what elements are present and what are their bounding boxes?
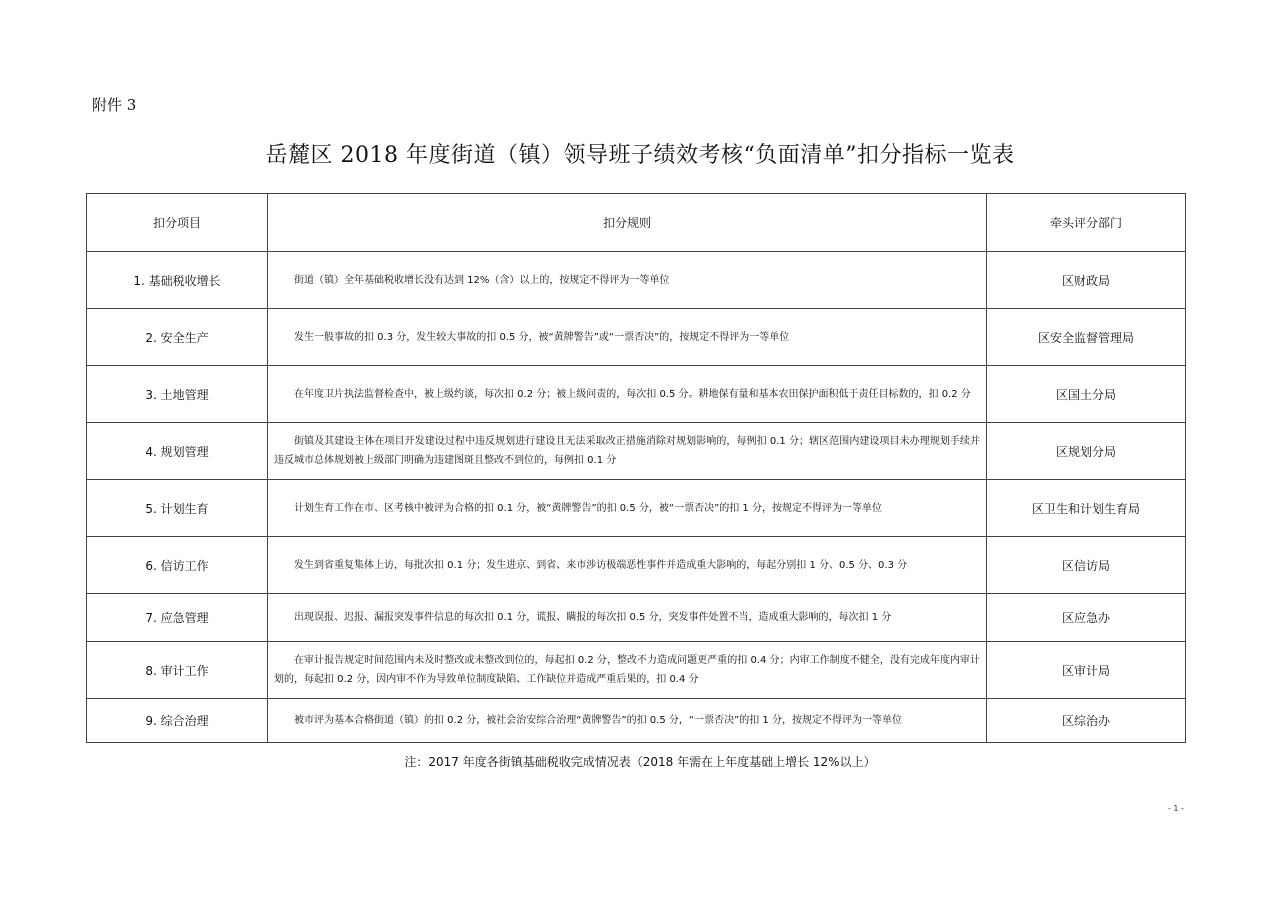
header-dept: 牵头评分部门 bbox=[987, 194, 1186, 252]
row-item: 7. 应急管理 bbox=[87, 594, 268, 642]
table-header-row bbox=[87, 194, 1186, 252]
row-rule: 在审计报告规定时间范围内未及时整改或未整改到位的，每起扣 0.2 分，整改不力造成问题更严重的扣 0.4 分；内审工作制度不健全，没有完成年度内审计划的，每起扣 0.2 分，因内审不作为导致单位制度缺陷、工作缺位并造成严重后果的，扣 0.4 分 bbox=[268, 642, 987, 699]
row-dept: 区安全监督管理局 bbox=[987, 309, 1186, 366]
row-item: 6. 信访工作 bbox=[87, 537, 268, 594]
row-item: 1. 基础税收增长 bbox=[87, 252, 268, 309]
row-dept: 区信访局 bbox=[987, 537, 1186, 594]
row-rule: 在年度卫片执法监督检查中，被上级约谈，每次扣 0.2 分；被上级问责的，每次扣 0.5 分。耕地保有量和基本农田保护面积低于责任目标数的，扣 0.2 分 bbox=[268, 366, 987, 423]
row-item: 8. 审计工作 bbox=[87, 642, 268, 699]
table-row bbox=[87, 309, 1186, 366]
table-row bbox=[87, 642, 1186, 699]
table-row bbox=[87, 537, 1186, 594]
footnote: 注：2017 年度各街镇基础税收完成情况表（2018 年需在上年度基础上增长 12%以上） bbox=[404, 755, 876, 769]
row-dept: 区国土分局 bbox=[987, 366, 1186, 423]
header-rule: 扣分规则 bbox=[268, 194, 987, 252]
row-item: 5. 计划生育 bbox=[87, 480, 268, 537]
row-dept: 区卫生和计划生育局 bbox=[987, 480, 1186, 537]
row-rule: 出现误报、迟报、漏报突发事件信息的每次扣 0.1 分，谎报、瞒报的每次扣 0.5 分，突发事件处置不当，造成重大影响的，每次扣 1 分 bbox=[268, 594, 987, 642]
document-title: 岳麓区 2018 年度街道（镇）领导班子绩效考核“负面清单”扣分指标一览表 bbox=[265, 143, 1015, 168]
header-item: 扣分项目 bbox=[87, 194, 268, 252]
attachment-label: 附件 3 bbox=[92, 96, 137, 114]
row-rule: 街道（镇）全年基础税收增长没有达到 12%（含）以上的，按规定不得评为一等单位 bbox=[268, 252, 987, 309]
row-item: 2. 安全生产 bbox=[87, 309, 268, 366]
row-dept: 区审计局 bbox=[987, 642, 1186, 699]
row-rule: 计划生育工作在市、区考核中被评为合格的扣 0.1 分，被“黄牌警告”的扣 0.5 分，被“一票否决”的扣 1 分，按规定不得评为一等单位 bbox=[268, 480, 987, 537]
page-number: - 1 - bbox=[1168, 804, 1184, 813]
row-rule: 发生到省重复集体上访，每批次扣 0.1 分；发生进京、到省、来市涉访极端恶性事件并造成重大影响的，每起分别扣 1 分、0.5 分、0.3 分 bbox=[268, 537, 987, 594]
table-row bbox=[87, 594, 1186, 642]
table-row bbox=[87, 366, 1186, 423]
row-dept: 区规划分局 bbox=[987, 423, 1186, 480]
table-row bbox=[87, 252, 1186, 309]
row-item: 3. 土地管理 bbox=[87, 366, 268, 423]
row-item: 9. 综合治理 bbox=[87, 699, 268, 743]
deduction-table bbox=[86, 193, 1186, 743]
row-dept: 区应急办 bbox=[987, 594, 1186, 642]
row-dept: 区综治办 bbox=[987, 699, 1186, 743]
table-row bbox=[87, 480, 1186, 537]
row-rule: 发生一般事故的扣 0.3 分，发生较大事故的扣 0.5 分，被“黄牌警告”或“一票否决”的，按规定不得评为一等单位 bbox=[268, 309, 987, 366]
row-item: 4. 规划管理 bbox=[87, 423, 268, 480]
table-row bbox=[87, 423, 1186, 480]
row-rule: 街镇及其建设主体在项目开发建设过程中违反规划进行建设且无法采取改正措施消除对规划影响的，每例扣 0.1 分；辖区范围内建设项目未办理规划手续并违反城市总体规划被上级部门明确为违建图斑且整改不到位的，每例扣 0.1 分 bbox=[268, 423, 987, 480]
row-rule: 被市评为基本合格街道（镇）的扣 0.2 分，被社会治安综合治理“黄牌警告”的扣 0.5 分，“一票否决”的扣 1 分，按规定不得评为一等单位 bbox=[268, 699, 987, 743]
row-dept: 区财政局 bbox=[987, 252, 1186, 309]
table-row bbox=[87, 699, 1186, 743]
